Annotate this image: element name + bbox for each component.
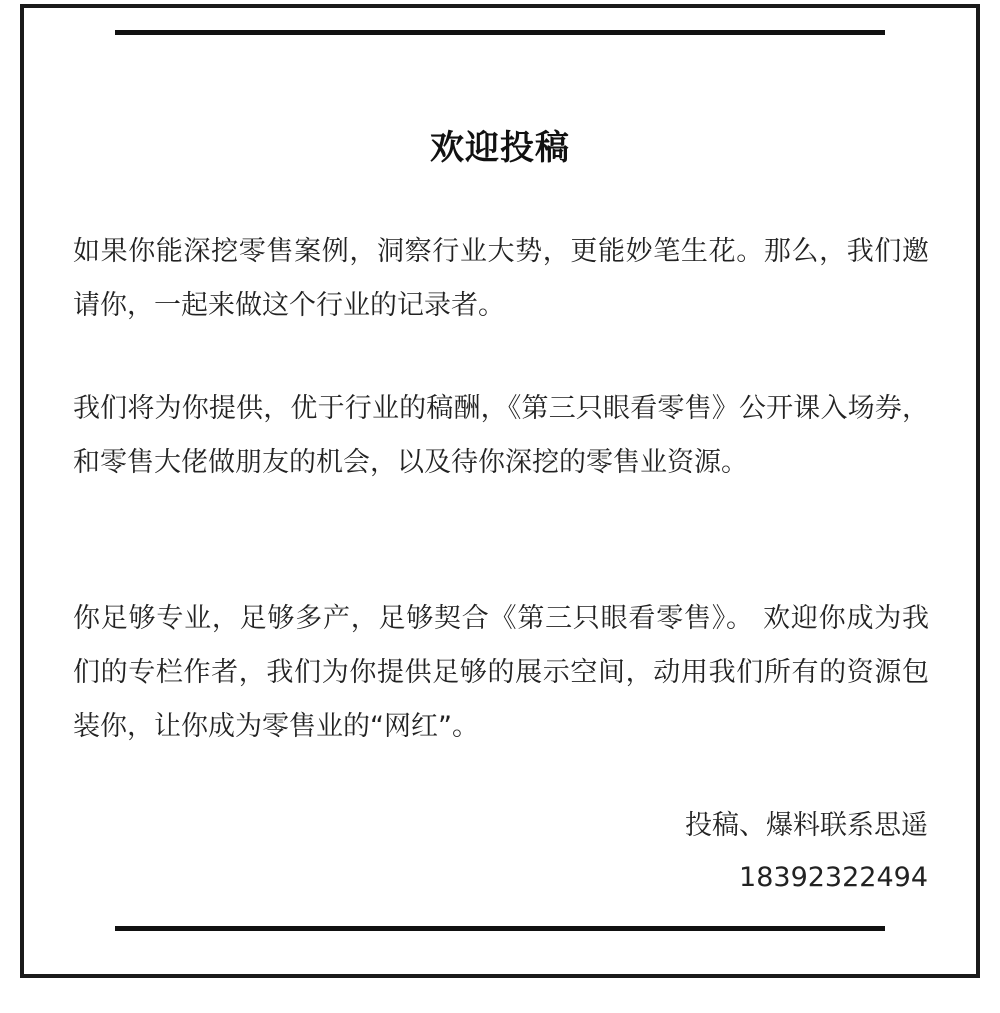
page-title: 欢迎投稿 xyxy=(430,128,570,168)
contact-label: 投稿、爆料联系思遥 xyxy=(685,810,928,841)
bottom-divider xyxy=(115,926,885,931)
paragraph-benefits: 我们将为你提供，优于行业的稿酬，《第三只眼看零售》公开课入场券，和零售大佬做朋友的机会，以及待你深挖的零售业资源。 xyxy=(73,393,929,478)
paragraph-invitation: 如果你能深挖零售案例，洞察行业大势，更能妙笔生花。那么，我们邀请你，一起来做这个行业的记录者。 xyxy=(73,236,929,321)
top-divider xyxy=(115,30,885,35)
contact-phone: 18392322494 xyxy=(739,862,928,893)
paragraph-columnist: 你足够专业，足够多产，足够契合《第三只眼看零售》。 欢迎你成为我们的专栏作者，我们为你提供足够的展示空间，动用我们所有的资源包装你，让你成为零售业的“网红”。 xyxy=(73,603,929,742)
